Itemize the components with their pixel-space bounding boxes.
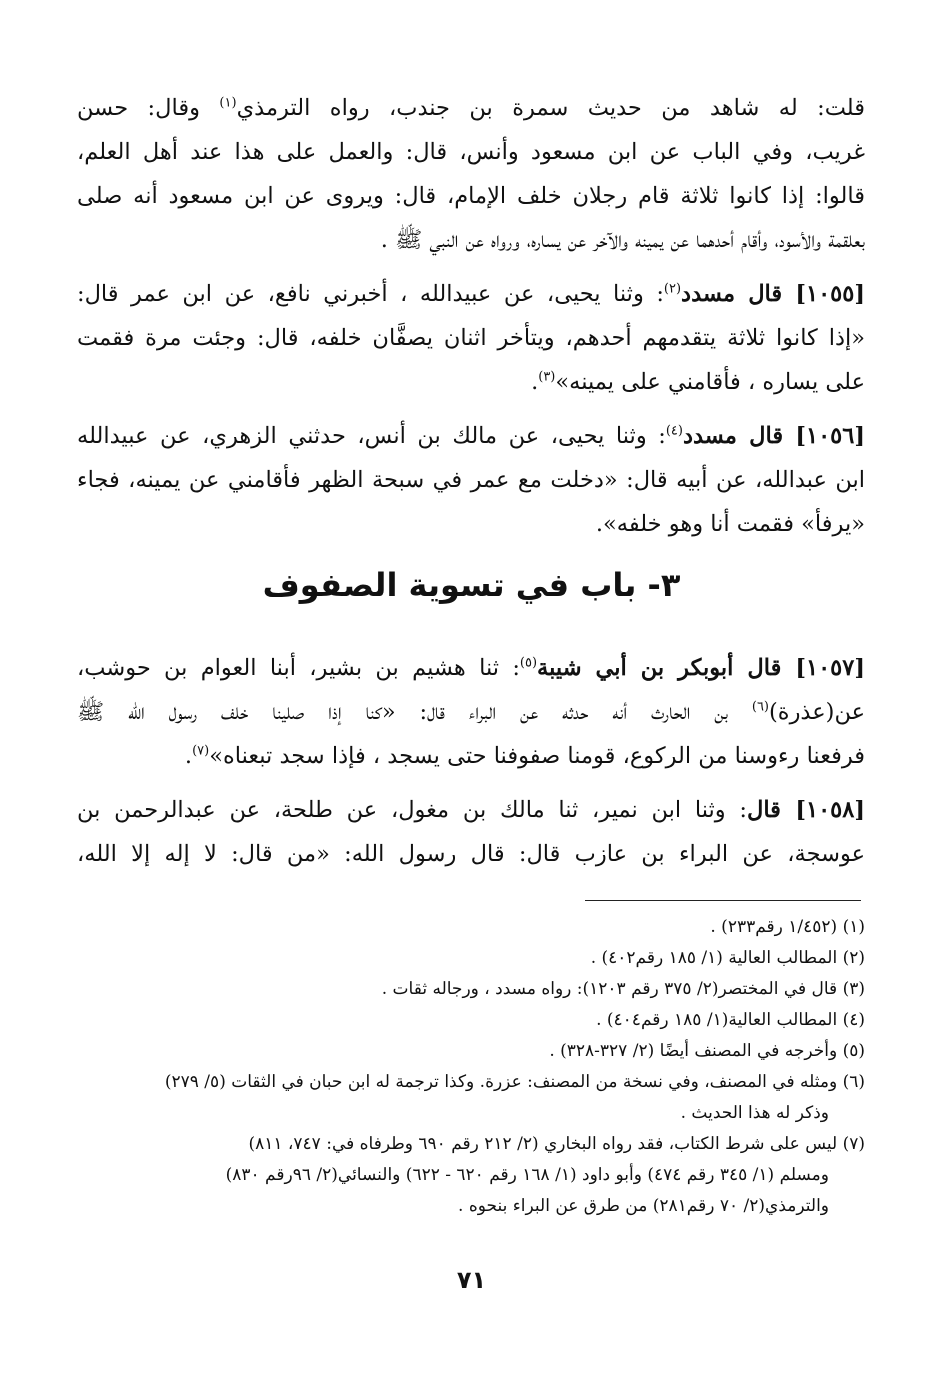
footnote-ref[interactable]: (٤) [665, 423, 683, 439]
footnote-line: والترمذي(٢/ ٧٠ رقم٢٨١) من طرق عن البراء بنحوه . [458, 1196, 829, 1216]
text-line: فرفعنا رءوسنا من الركوع، قومنا صفوفنا حتى يسجد ، فإذا سجد تبعناه»$^{(٧)}$. [184, 743, 865, 769]
hadith-1055 [77, 272, 865, 404]
text-line: [١٠٥٦] قال مسدد$^{(٤)}$: وثنا يحيى، عن مالك بن أنس، حدثني الزهري، عن عبيدالله [77, 423, 865, 449]
footnote-7 [75, 1129, 865, 1222]
text-line: قالوا: إذا كانوا ثلاثة قام رجلان خلف الإمام، قال: ويروى عن ابن مسعود أنه صلى [77, 183, 865, 209]
footnote-6 [75, 1067, 865, 1129]
text-line: بعلقمة والأسود، وأقام أحدهما عن يمينه والآخر عن يساره، ورواه عن النبي ﷺ . [380, 227, 865, 253]
page-number: ٧١ [456, 1266, 487, 1294]
footnotes [75, 912, 865, 1222]
text-line: عن(عذرة)$^{(٦)}$ بن الحارث أنه حدثه عن البراء قال: «كنا إذا صلينا خلف رسول الله ﷺ [77, 699, 865, 725]
footnote-ref[interactable]: (٣) [538, 369, 556, 385]
text-line: على يساره ، فأقامني على يمينه»$^{(٣)}$. [531, 369, 865, 395]
footnote-ref[interactable]: (١) [219, 95, 237, 111]
text-line: [١٠٥٨] قال: وثنا ابن نمير، ثنا مالك بن مغول، عن طلحة، عن عبدالرحمن بن [77, 797, 865, 823]
footnote-line: (٦) ومثله في المصنف، وفي نسخة من المصنف: عزرة. وكذا ترجمة له ابن حبان في الثقات (٥/ ٢٧٩) [164, 1072, 865, 1092]
text-line: غريب، وفي الباب عن ابن مسعود وأنس، قال: والعمل على هذا عند أهل العلم، [77, 139, 865, 165]
footnote-2 [75, 943, 865, 974]
footnote-5 [75, 1036, 865, 1067]
chapter-heading: ٣- باب في تسوية الصفوف [262, 566, 681, 604]
footnote-line: (٥) وأخرجه في المصنف أيضًا (٢/ ٣٢٧-٣٢٨) . [549, 1041, 865, 1061]
footnote-line: (٢) المطالب العالية (١/ ١٨٥ رقم٤٠٢) . [590, 948, 865, 968]
text-line: [١٠٥٧] قال أبوبكر بن أبي شيبة$^{(٥)}$: ثنا هشيم بن بشير، أبنا العوام بن حوشب، [77, 655, 865, 681]
footnote-ref[interactable]: (٧) [192, 743, 210, 759]
hadith-1056 [77, 414, 865, 546]
hadith-1058 [77, 788, 865, 876]
footnote-ref[interactable]: (٦) [751, 699, 769, 715]
footnote-line: وذكر له هذا الحديث . [680, 1103, 829, 1123]
hadith-number: [١٠٥٦] قال مسدد [682, 423, 865, 449]
footnote-line: (٤) المطالب العالية(١/ ١٨٥ رقم٤٠٤) . [596, 1010, 865, 1030]
text-line: عوسجة، عن البراء بن عازب قال: قال رسول الله: «من قال: لا إله إلا الله، [77, 841, 865, 867]
footnote-1 [75, 912, 865, 943]
footnote-line: (١) (١/٤٥٢ رقم٢٣٣) . [710, 917, 865, 937]
footnote-line: ومسلم (١/ ٣٤٥ رقم ٤٧٤) وأبو داود (١/ ١٦٨ رقم ٦٢٠ - ٦٢٢) والنسائي(٢/ ٩٦رقم ٨٣٠) [225, 1165, 829, 1185]
footnote-ref[interactable]: (٢) [663, 281, 682, 297]
text-line: «يرفأ» فقمت أنا وهو خلفه». [595, 511, 865, 537]
text-line: «إذا كانوا ثلاثة يتقدمهم أحدهم، ويتأخر اثنان يصفَّان خلفه، قال: وجئت مرة فقمت [77, 325, 865, 351]
footnote-divider [585, 900, 861, 901]
main-text [77, 86, 865, 556]
footnote-line: (٧) ليس على شرط الكتاب، فقد رواه البخاري (٢/ ٢١٢ رقم ٦٩٠ وطرفاه في: ٧٤٧، ٨١١) [248, 1134, 865, 1154]
footnote-line: (٣) قال في المختصر(٢/ ٣٧٥ رقم ١٢٠٣): رواه مسدد ، ورجاله ثقات . [381, 979, 865, 999]
text-line: [١٠٥٥] قال مسدد$^{(٢)}$: وثنا يحيى، عن عبيدالله ، أخبرني نافع، عن ابن عمر قال: [77, 281, 865, 307]
footnote-4 [75, 1005, 865, 1036]
text-line: ابن عبدالله، عن أبيه قال: «دخلت مع عمر في سبحة الظهر فأقامني عن يمينه، فجاء [77, 467, 865, 493]
text-line: قلت: له شاهد من حديث سمرة بن جندب، رواه الترمذي$^{(١)}$ وقال: حسن [77, 95, 865, 121]
hadith-1057 [77, 646, 865, 778]
main-text-lower [77, 646, 865, 886]
footnote-3 [75, 974, 865, 1005]
hadith-number: [١٠٥٨] قال [746, 797, 865, 823]
hadith-number: [١٠٥٧] قال أبوبكر بن أبي شيبة [537, 655, 865, 681]
footnote-ref[interactable]: (٥) [519, 655, 538, 671]
hadith-number: [١٠٥٥] قال مسدد [681, 281, 865, 307]
paragraph-commentary [77, 86, 865, 262]
